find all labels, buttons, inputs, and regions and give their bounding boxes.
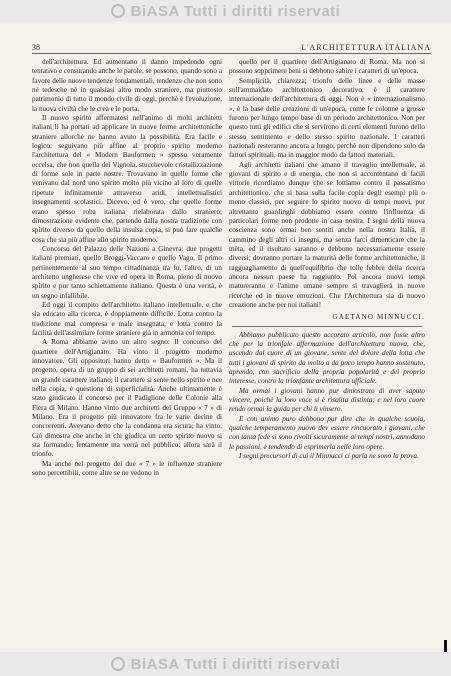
author-signature: GAETANO MINNUCCI.	[332, 313, 425, 322]
paragraph: Ma anche nel progetto dei due « 7 » le influenze straniere sono percettibili, come altre se ne vedono in	[32, 459, 222, 478]
paragraph: A Roma abbiamo avuto un altro segno: Il concorso del quartiere dell'Artigianato. Ha vinto il progetto moderno innovatore. Gli oppositori hanno detto « Bauformen ». Ma il progetto, opera di un gruppo di sei architetti romani, ha tuttavia un grande carattere italiano; il carattere si sente nello spirito e nce nella copia, è questione di superficialità. Anche ultimamente è stato giudicato il concorso per il Padiglione delle Colonie alla Fiera di Milano. Hanno vinto due architetti del Gruppo « 7 » di Milano. Era il progetto più innovatore fra le varie decine di concorrenti. Avevano detto che la condanna era sicura; ha vinto. Ciò dimostra che anche in chi giudica un certo spirito nuovo si sta formando; lentamente ma verrà nel pubblico: allora sarà il trionfo.	[32, 338, 222, 459]
watermark-text-bottom: BiASA Tutti i diritti riservati	[130, 655, 341, 673]
watermark-text-top: BiASA Tutti i diritti riservati	[130, 2, 341, 20]
right-column	[229, 58, 425, 461]
paragraph: Ma ormai i giovani hanno pur dimostrato di aver saputo vincere, poichè la loro voce si è risalita distinta; e nel loro cuore rendo ormai la guida per chi li vinsero.	[229, 386, 425, 414]
watermark-banner-top	[0, 0, 451, 22]
running-title: L'ARCHITETTURA ITALIANA	[301, 43, 431, 52]
page-number: 38	[32, 43, 40, 52]
page-header	[32, 40, 431, 54]
left-column	[32, 58, 222, 478]
divider	[232, 326, 422, 327]
paragraph: Agli architetti italiani che amano il travaglio intellettuale, ai giovani di spirito e di energia, che non si accontentano di facili vittorie ricordiamo dunque che se lottiamo contro il passatismo architettonico, che si basa sulla facile copia degli esempi più o meno classici, per seguire lo spirito nuovo di tempi nuovi, pur altrettanto guardinghi dobbiamo essere contro l'influenza di particolari forme non prodotte in casa nostra. I segni della nuova coscienza sono ormai ben sentiti anche nella nostra Italia, il cammino degli altri ci insegni, ma senza farci dimenticare che la mèta, ed il risultato saranno e debbono necessariamente essere diversi; dovranno portare la maturità delle forme architettoniche, il ragguagliamento di quell'equilibrio che tolle febbre della ricerca ancora nessun paese ha raggiunto. Poi ancora nuovi tempi matureranno e l'anime umane sempre si travaglierà in nuove ricerche ed in nuove emozioni. Che l'Architettura sia di nuovo creazione anche per noi italiani!	[229, 160, 425, 309]
paragraph: I segni precursori di cui il Minnucci ci parla ne sono la prova.	[239, 452, 419, 461]
biasa-logo-icon	[111, 4, 125, 18]
biasa-logo-icon	[111, 657, 125, 671]
paragraph: quello per il quartiere dell'Artigianato di Roma. Ma non si possono sopprimere beni sì debbono sabire i caratteri di un'epoca.	[229, 58, 425, 76]
paragraph: Concorso del Palazzo delle Nazioni a Ginevra: due progetti italiani premiati, quello Broggi-Vaccaro e quello Vago. Il primo pertinentemente al suo tempo cittadinanza tra fu, l'altro, di un architetto ungherese che vive ed opera in Roma, pieno di nuovo spirito e pur tanto schiettamente italiano. Questa è una verità, è un segno infallibile.	[32, 244, 222, 300]
paragraph: E con animo puro debbono pur dire che in qualche scuola, qualche temperamento nuovo dev essere rincuorato i giovani, che con tanta fede si sono rivolti sicuramente ai tempi nostri, annodano le passioni, e tendendo di esprimerla nelle loro opere.	[229, 414, 425, 451]
paragraph: Abbiamo pubblicato questo accorato articolo, non fosse altro che per la trionfale affermazione dell'architettura nuova, che, uscendo dal cuore di un giovane, sente del dolore della lotta che tutti i giovani di spirito da molto a da poco tempo hanno sostenuto, aprendo, con sacrificio della propria popolarità e del proprio interesse, contro la trionfante architettura ufficiale.	[229, 330, 425, 386]
editorial-note	[229, 331, 425, 462]
paragraph: dell'architettura. Ed aumentano il danno impedendo ogni tentativo e censurando anche le parole, se possono, quando sono a favore delle nuove tendenze fondamentali, tendenze che non sono nè tedesche nè in qualsiasi altro modo straniere, ma piuttosto patrimonio di tutto il mondo civile di oggi, perchè è l'evoluzione, la nuova civiltà che le crea e le porta.	[32, 58, 223, 113]
paragraph: Semplicità, chiarezza; trionfo delle linee e delle masse sull'ammaidato architettonico decorativo: è il carattere internazionale dell'architettura di oggi. Non è « internazionalismo », è la base delle creazioni di un'epoca, come le colonne a grosse furono per lungo tempo base di un periodo architettonico. Non per questo tutti gli edifici che si servirono di certi elementi furono dello stesso sentimento e dello stesso spirito nazionale. I caratteri nazionali resteranno ancora a lungo, perchè non dipendono solo da fattori spirituali, ma in maggior modo da fattori materiali.	[229, 76, 425, 160]
paragraph: Il nuovo spirito affermatosi nell'animo di molti architetti italiani li ha portati ad applicare in nuove forme architettoniche straniere allorchè ne hanno avuto la possibilità. Era facile e logico: seguivano più affine al proprio spirito moderno l'architettura del « Modern Bauformen » spesso veramente eccelsa, che non quella del Vignola, stucchevole cristallizzazione di forme sole in parte nostre. Trovavano in quelle forme che venivano dal nord uno spirito molto più vicino al loro di quelle ripetute infinitamente attraverso aridi, intellettualistici insegnamenti scolastici. Dicevo, ed è vero, che quelle forme erano spesso roba italiana rielaborata dallo straniero; dimostrazione evidente che, partendo dalla nostra tradizione con spirito diverso da quello della insulsa copia, si può fare qualche cosa che sia più affine allo spirito moderno.	[32, 114, 222, 244]
watermark-banner-bottom	[0, 652, 451, 676]
paragraph: Ed oggi il compito dell'architetto italiano intellettuale, e che sia educato alla ricerca, è doppiamente difficile. Lotta contro la tradizione mal compresa e male insegnata, e lotta contro la facilità dell'assimilare forme straniere già in armonia col tempo.	[32, 300, 222, 337]
